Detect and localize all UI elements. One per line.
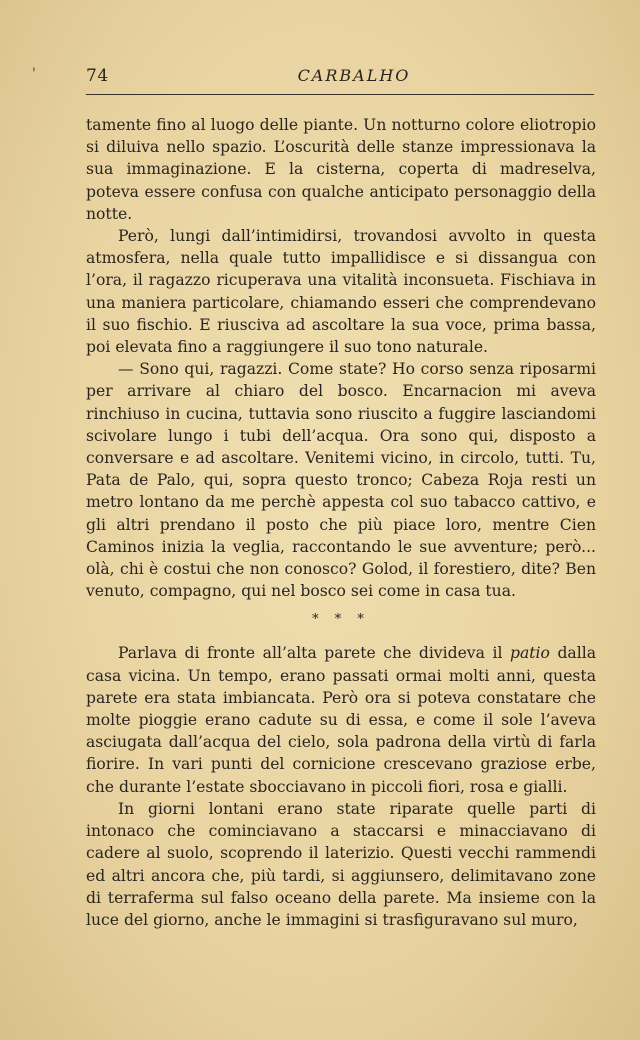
paragraph-3: — Sono qui, ragazzi. Come state? Ho corso senza riposarmi per arrivare al chiaro del bosco. Encarnacion mi aveva rinchiuso in cucina, tuttavia sono riuscito a fuggire lasciandomi scivolare lungo i tubi dell’acqua. Ora sono qui, disposto a conversare e ad ascoltare. Venitemi vicino, in circolo, tutti. Tu, Pata de Palo, qui, sopra questo tronco; Cabeza Roja resti un metro lontano da me perchè appesta col suo tabacco cattivo, e gli altri prendano il posto che più piace loro, mentre Cien Caminos inizia la veglia, raccontando le sue avventure; però... olà, chi è costui che non conosco? Golod, il forestiero, dite? Ben venuto, compagno, qui nel bosco sei come in casa tua.: [86, 360, 596, 601]
paragraph-2: Però, lungi dall’intimidirsi, trovandosi avvolto in questa atmosfera, nella quale tutto impallidisce e si dissangua con l’ora, il ragazzo ricuperava una vitalità inconsueta. Fischiava in una maniera particolare, chiamando esseri che comprendevano il suo fischio. E riusciva ad ascoltare la sua voce, prima bassa, poi elevata fino a raggiungere il suo tono naturale.: [86, 227, 596, 357]
paragraph-5: In giorni lontani erano state riparate quelle parti di intonaco che cominciavano a staccarsi e minacciavano di cadere al suolo, scoprendo il laterizio. Questi vecchi rammendi ed altri ancora che, più tardi, si aggiunsero, delimitavano zone di terraferma sul falso oceano della parete. Ma insieme con la luce del giorno, anche le immagini si trasfiguravano sul muro,: [86, 799, 596, 929]
running-head: CARBALHO: [297, 66, 411, 85]
paragraph-4-part-1: Parlava di fronte all’alta parete che divideva il: [118, 644, 510, 663]
body-text: [86, 114, 596, 931]
header-rule: [86, 94, 594, 95]
page-header: [86, 64, 594, 92]
paragraph-4: [86, 642, 596, 797]
page-number: 74: [86, 66, 109, 86]
paragraph-1: tamente fino al luogo delle piante. Un notturno colore eliotropio si diluiva nello spazio. L’oscurità delle stanze impressionava la sua immaginazione. E la cisterna, coperta di madreselva, poteva essere confusa con qualche anticipato personaggio della notte.: [86, 116, 596, 223]
paragraph-4-part-2: dalla casa vicina. Un tempo, erano passati ormai molti anni, questa parete era stata imbiancata. Però ora si poteva constatare che molte pioggie erano cadute su di essa, e come il sole l’aveva asciugata dall’acqua del cielo, sola padrona della virtù di farla fiorire. In vari punti del cornicione crescevano graziose erbe, che durante l’estate sbocciavano in piccoli fiori, rosa e gialli.: [86, 644, 596, 796]
paragraph-4-italic-word: patio: [509, 644, 550, 663]
margin-mark: ': [32, 66, 36, 82]
section-separator: * * *: [312, 612, 370, 628]
